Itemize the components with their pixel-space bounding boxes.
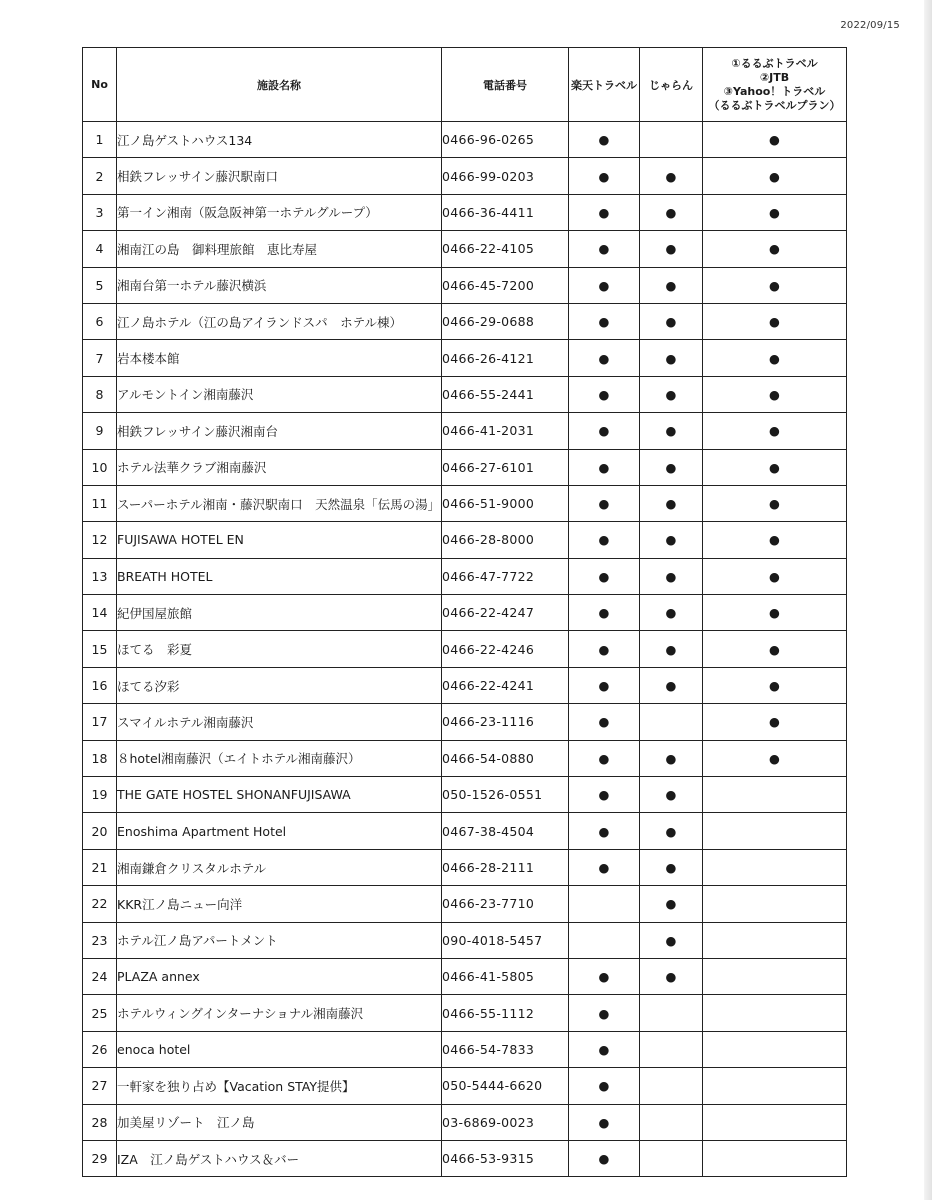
cell-jalan: ● <box>640 849 703 885</box>
cell-facility-name: 江ノ島ゲストハウス134 <box>117 122 442 158</box>
cell-facility-name: THE GATE HOSTEL SHONANFUJISAWA <box>117 777 442 813</box>
cell-rakuten: ● <box>569 1104 640 1140</box>
cell-phone: 0466-22-4247 <box>442 595 569 631</box>
cell-rakuten: ● <box>569 1068 640 1104</box>
table-row <box>83 995 847 1031</box>
cell-other-sites: ● <box>703 303 847 339</box>
cell-rakuten: ● <box>569 595 640 631</box>
cell-rakuten: ● <box>569 376 640 412</box>
cell-no: 24 <box>83 958 117 994</box>
cell-phone: 0467-38-4504 <box>442 813 569 849</box>
hotel-table <box>82 47 847 1177</box>
cell-other-sites: ● <box>703 194 847 230</box>
cell-other-sites: ● <box>703 158 847 194</box>
cell-no: 26 <box>83 1031 117 1067</box>
cell-rakuten: ● <box>569 231 640 267</box>
cell-no: 4 <box>83 231 117 267</box>
cell-other-sites: ● <box>703 413 847 449</box>
cell-other-sites <box>703 1140 847 1176</box>
cell-no: 11 <box>83 485 117 521</box>
cell-rakuten: ● <box>569 303 640 339</box>
cell-facility-name: 岩本楼本館 <box>117 340 442 376</box>
cell-facility-name: 紀伊国屋旅館 <box>117 595 442 631</box>
cell-rakuten: ● <box>569 777 640 813</box>
cell-phone: 0466-22-4246 <box>442 631 569 667</box>
cell-phone: 050-1526-0551 <box>442 777 569 813</box>
cell-facility-name: ほてる 彩夏 <box>117 631 442 667</box>
cell-rakuten: ● <box>569 194 640 230</box>
header-other-sites <box>703 48 847 122</box>
table-row <box>83 667 847 703</box>
cell-other-sites <box>703 777 847 813</box>
cell-other-sites: ● <box>703 231 847 267</box>
cell-jalan: ● <box>640 449 703 485</box>
cell-other-sites <box>703 886 847 922</box>
cell-facility-name: BREATH HOTEL <box>117 558 442 594</box>
header-no: No <box>83 48 117 122</box>
document-date: 2022/09/15 <box>840 20 900 31</box>
cell-no: 19 <box>83 777 117 813</box>
table-row <box>83 267 847 303</box>
cell-other-sites <box>703 958 847 994</box>
cell-other-sites <box>703 1031 847 1067</box>
cell-other-sites: ● <box>703 522 847 558</box>
cell-jalan: ● <box>640 631 703 667</box>
cell-no: 14 <box>83 595 117 631</box>
table-row <box>83 1068 847 1104</box>
cell-rakuten: ● <box>569 485 640 521</box>
cell-phone: 0466-23-7710 <box>442 886 569 922</box>
header-jalan: じゃらん <box>640 48 703 122</box>
cell-phone: 0466-29-0688 <box>442 303 569 339</box>
cell-other-sites: ● <box>703 340 847 376</box>
cell-facility-name: 第一イン湘南（阪急阪神第一ホテルグループ） <box>117 194 442 230</box>
cell-phone: 0466-28-2111 <box>442 849 569 885</box>
cell-facility-name: Enoshima Apartment Hotel <box>117 813 442 849</box>
cell-other-sites: ● <box>703 485 847 521</box>
header-facility-name: 施設名称 <box>117 48 442 122</box>
table-row <box>83 303 847 339</box>
cell-rakuten: ● <box>569 449 640 485</box>
cell-facility-name: アルモントイン湘南藤沢 <box>117 376 442 412</box>
table-row <box>83 485 847 521</box>
cell-rakuten: ● <box>569 631 640 667</box>
cell-no: 7 <box>83 340 117 376</box>
cell-phone: 03-6869-0023 <box>442 1104 569 1140</box>
cell-jalan: ● <box>640 485 703 521</box>
cell-jalan: ● <box>640 886 703 922</box>
cell-phone: 0466-36-4411 <box>442 194 569 230</box>
table-row <box>83 158 847 194</box>
cell-rakuten: ● <box>569 558 640 594</box>
cell-other-sites: ● <box>703 595 847 631</box>
cell-jalan <box>640 1140 703 1176</box>
cell-phone: 0466-99-0203 <box>442 158 569 194</box>
cell-jalan: ● <box>640 413 703 449</box>
cell-jalan: ● <box>640 522 703 558</box>
table-row <box>83 231 847 267</box>
cell-no: 18 <box>83 740 117 776</box>
cell-phone: 0466-27-6101 <box>442 449 569 485</box>
cell-facility-name: ホテル法華クラブ湘南藤沢 <box>117 449 442 485</box>
cell-jalan <box>640 1104 703 1140</box>
table-row <box>83 558 847 594</box>
cell-phone: 0466-54-7833 <box>442 1031 569 1067</box>
cell-jalan: ● <box>640 740 703 776</box>
cell-facility-name: 湘南鎌倉クリスタルホテル <box>117 849 442 885</box>
cell-facility-name: スーパーホテル湘南・藤沢駅南口 天然温泉「伝馬の湯」 <box>117 485 442 521</box>
cell-jalan <box>640 995 703 1031</box>
cell-jalan: ● <box>640 376 703 412</box>
cell-no: 17 <box>83 704 117 740</box>
table-row <box>83 1104 847 1140</box>
cell-no: 13 <box>83 558 117 594</box>
cell-phone: 0466-55-2441 <box>442 376 569 412</box>
cell-rakuten: ● <box>569 849 640 885</box>
cell-no: 28 <box>83 1104 117 1140</box>
cell-other-sites: ● <box>703 558 847 594</box>
cell-other-sites <box>703 813 847 849</box>
cell-jalan: ● <box>640 777 703 813</box>
cell-facility-name: 相鉄フレッサイン藤沢駅南口 <box>117 158 442 194</box>
cell-other-sites: ● <box>703 740 847 776</box>
cell-other-sites: ● <box>703 631 847 667</box>
header-other-line-3: ③Yahoo！トラベル <box>723 84 826 98</box>
cell-rakuten: ● <box>569 740 640 776</box>
cell-jalan: ● <box>640 158 703 194</box>
cell-facility-name: 湘南台第一ホテル藤沢横浜 <box>117 267 442 303</box>
cell-other-sites: ● <box>703 122 847 158</box>
cell-jalan <box>640 704 703 740</box>
cell-other-sites: ● <box>703 267 847 303</box>
cell-no: 8 <box>83 376 117 412</box>
cell-facility-name: スマイルホテル湘南藤沢 <box>117 704 442 740</box>
table-row <box>83 1140 847 1176</box>
cell-no: 9 <box>83 413 117 449</box>
table-row <box>83 740 847 776</box>
table-row <box>83 122 847 158</box>
table-row <box>83 704 847 740</box>
cell-jalan <box>640 122 703 158</box>
cell-jalan: ● <box>640 194 703 230</box>
cell-no: 15 <box>83 631 117 667</box>
cell-rakuten <box>569 886 640 922</box>
cell-no: 12 <box>83 522 117 558</box>
cell-rakuten: ● <box>569 995 640 1031</box>
table-row <box>83 340 847 376</box>
cell-no: 27 <box>83 1068 117 1104</box>
cell-rakuten: ● <box>569 413 640 449</box>
cell-rakuten: ● <box>569 158 640 194</box>
table-row <box>83 958 847 994</box>
cell-rakuten: ● <box>569 704 640 740</box>
table-row <box>83 631 847 667</box>
cell-no: 23 <box>83 922 117 958</box>
cell-phone: 0466-23-1116 <box>442 704 569 740</box>
cell-facility-name: IZA 江ノ島ゲストハウス＆バー <box>117 1140 442 1176</box>
cell-phone: 0466-28-8000 <box>442 522 569 558</box>
table-row <box>83 777 847 813</box>
table-row <box>83 813 847 849</box>
cell-phone: 0466-51-9000 <box>442 485 569 521</box>
cell-phone: 0466-41-5805 <box>442 958 569 994</box>
cell-jalan <box>640 1068 703 1104</box>
table-row <box>83 1031 847 1067</box>
cell-phone: 0466-47-7722 <box>442 558 569 594</box>
header-other-line-1: ①るるぶトラベル <box>731 56 818 70</box>
cell-facility-name: PLAZA annex <box>117 958 442 994</box>
cell-jalan: ● <box>640 813 703 849</box>
cell-facility-name: KKR江ノ島ニュー向洋 <box>117 886 442 922</box>
cell-facility-name: enoca hotel <box>117 1031 442 1067</box>
cell-other-sites <box>703 1068 847 1104</box>
table-row <box>83 194 847 230</box>
cell-jalan <box>640 1031 703 1067</box>
table-body <box>83 122 847 1177</box>
cell-other-sites: ● <box>703 449 847 485</box>
cell-jalan: ● <box>640 303 703 339</box>
cell-facility-name: ８hotel湘南藤沢（エイトホテル湘南藤沢） <box>117 740 442 776</box>
cell-phone: 0466-54-0880 <box>442 740 569 776</box>
cell-no: 16 <box>83 667 117 703</box>
cell-phone: 0466-45-7200 <box>442 267 569 303</box>
cell-other-sites: ● <box>703 667 847 703</box>
cell-no: 25 <box>83 995 117 1031</box>
cell-jalan: ● <box>640 958 703 994</box>
cell-no: 2 <box>83 158 117 194</box>
cell-phone: 0466-41-2031 <box>442 413 569 449</box>
cell-facility-name: 加美屋リゾート 江ノ島 <box>117 1104 442 1140</box>
table-row <box>83 522 847 558</box>
cell-facility-name: FUJISAWA HOTEL EN <box>117 522 442 558</box>
cell-facility-name: ホテルウィングインターナショナル湘南藤沢 <box>117 995 442 1031</box>
cell-rakuten: ● <box>569 522 640 558</box>
cell-facility-name: ほてる汐彩 <box>117 667 442 703</box>
cell-rakuten <box>569 922 640 958</box>
cell-facility-name: 一軒家を独り占め【Vacation STAY提供】 <box>117 1068 442 1104</box>
table-row <box>83 413 847 449</box>
cell-rakuten: ● <box>569 958 640 994</box>
table-row <box>83 376 847 412</box>
cell-no: 3 <box>83 194 117 230</box>
header-rakuten: 楽天トラベル <box>569 48 640 122</box>
cell-facility-name: 江ノ島ホテル（江の島アイランドスパ ホテル棟） <box>117 303 442 339</box>
cell-no: 29 <box>83 1140 117 1176</box>
cell-facility-name: ホテル江ノ島アパートメント <box>117 922 442 958</box>
cell-no: 20 <box>83 813 117 849</box>
cell-phone: 0466-55-1112 <box>442 995 569 1031</box>
cell-rakuten: ● <box>569 122 640 158</box>
cell-other-sites <box>703 922 847 958</box>
cell-jalan: ● <box>640 595 703 631</box>
cell-phone: 0466-96-0265 <box>442 122 569 158</box>
cell-no: 1 <box>83 122 117 158</box>
cell-rakuten: ● <box>569 813 640 849</box>
cell-no: 22 <box>83 886 117 922</box>
cell-no: 21 <box>83 849 117 885</box>
cell-rakuten: ● <box>569 1031 640 1067</box>
cell-other-sites <box>703 995 847 1031</box>
cell-no: 6 <box>83 303 117 339</box>
cell-phone: 0466-22-4105 <box>442 231 569 267</box>
header-other-line-2: ②JTB <box>759 70 790 84</box>
cell-no: 5 <box>83 267 117 303</box>
cell-phone: 0466-26-4121 <box>442 340 569 376</box>
cell-facility-name: 相鉄フレッサイン藤沢湘南台 <box>117 413 442 449</box>
cell-phone: 0466-53-9315 <box>442 1140 569 1176</box>
cell-jalan: ● <box>640 667 703 703</box>
cell-other-sites: ● <box>703 376 847 412</box>
cell-phone: 090-4018-5457 <box>442 922 569 958</box>
cell-no: 10 <box>83 449 117 485</box>
table-row <box>83 886 847 922</box>
cell-jalan: ● <box>640 231 703 267</box>
cell-jalan: ● <box>640 340 703 376</box>
header-other-line-4: （るるぶトラベルプラン） <box>708 98 841 112</box>
cell-other-sites: ● <box>703 704 847 740</box>
cell-jalan: ● <box>640 558 703 594</box>
header-row <box>83 48 847 122</box>
cell-rakuten: ● <box>569 1140 640 1176</box>
cell-rakuten: ● <box>569 667 640 703</box>
cell-rakuten: ● <box>569 267 640 303</box>
cell-rakuten: ● <box>569 340 640 376</box>
cell-phone: 0466-22-4241 <box>442 667 569 703</box>
table-row <box>83 449 847 485</box>
cell-facility-name: 湘南江の島 御料理旅館 恵比寿屋 <box>117 231 442 267</box>
table-row <box>83 849 847 885</box>
cell-jalan: ● <box>640 922 703 958</box>
table-row <box>83 922 847 958</box>
cell-other-sites <box>703 849 847 885</box>
cell-jalan: ● <box>640 267 703 303</box>
cell-phone: 050-5444-6620 <box>442 1068 569 1104</box>
page-edge <box>924 0 932 1200</box>
table-row <box>83 595 847 631</box>
cell-other-sites <box>703 1104 847 1140</box>
header-phone: 電話番号 <box>442 48 569 122</box>
